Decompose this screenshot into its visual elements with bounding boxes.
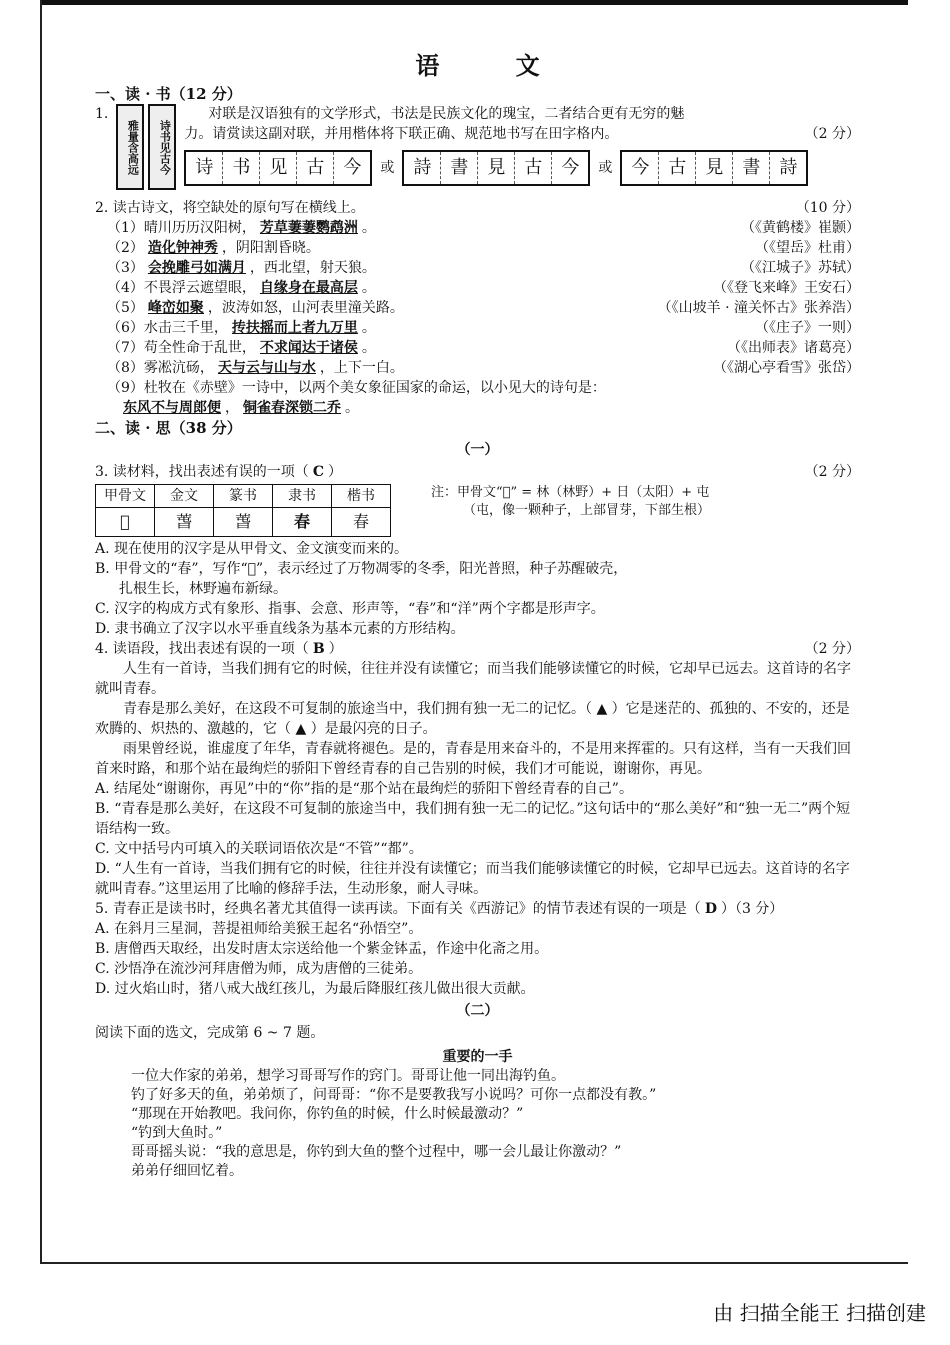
item-answer: 抟扶摇而上者九万里 xyxy=(231,320,358,336)
grid-cell: 書 xyxy=(733,152,770,184)
grid-cell: 今 xyxy=(343,157,362,178)
item-answer: 铜雀春深锁二乔 xyxy=(243,400,341,416)
item-text: ，波涛如怒，山河表里潼关路。 xyxy=(207,300,404,316)
paper-title: 语 文 xyxy=(415,51,574,80)
q2-item xyxy=(95,338,860,358)
table-header: 篆书 xyxy=(214,485,273,508)
item-text: 。 xyxy=(345,400,359,416)
item-source: （《黄鹤楼》崔颢） xyxy=(741,220,860,236)
item-answer: 天与云与山与水 xyxy=(217,360,316,376)
item-answer: 东风不与周郎便 xyxy=(123,400,221,416)
item-text: （1）晴川历历汉阳树， xyxy=(107,220,256,236)
item-source: （《望岳》杜甫） xyxy=(755,240,860,256)
exam-paper xyxy=(95,51,860,1181)
reading-instruction: 阅读下面的选文，完成第 6 ~ 7 题。 xyxy=(95,1025,325,1041)
grid-cell: 今 xyxy=(622,152,659,184)
or-label: 或 xyxy=(598,160,613,176)
q3-option-b-line2: 扎根生长，林野遍布新绿。 xyxy=(119,581,287,597)
grid-cell: 诗 xyxy=(186,152,223,184)
q2-item xyxy=(95,358,860,378)
table-header: 楷书 xyxy=(332,485,391,508)
story-title: 重要的一手 xyxy=(442,1049,513,1065)
table-header: 甲骨文 xyxy=(96,485,155,508)
grid-answer-3 xyxy=(620,150,808,186)
table-header: 隶书 xyxy=(273,485,332,508)
couplet-scroll-right: 雅量含高远 xyxy=(116,104,144,190)
q5-stem-close: ）（3 分） xyxy=(720,901,784,917)
grid-cell: 詩 xyxy=(404,152,441,184)
item-text: 。 xyxy=(361,280,376,296)
question-5 xyxy=(95,899,860,999)
section-1-heading: 一、读 · 书（12 分） xyxy=(95,85,242,103)
item-answer: 峰峦如聚 xyxy=(147,300,204,316)
q1-score: （2 分） xyxy=(804,126,860,142)
q4-option-d: D. “人生有一首诗，当我们拥有它的时候，往往并没有读懂它；而当我们能够读懂它的时候，它却早已远去。这首诗的名字就叫青春。”这里运用了比喻的修辞手法，生动形象，耐人寻味。 xyxy=(95,861,850,897)
item-text: ， xyxy=(225,400,239,416)
note-line: 注：甲骨文“𣌢” = 林（林野）+ 日（太阳）+ 屯 xyxy=(431,485,710,500)
q5-stem-text: 5. 青春正是读书时，经典名著尤其值得一读再读。下面有关《西游记》的情节表述有误的一项是（ xyxy=(95,901,701,917)
item-answer: 芳草萋萋鹦鹉洲 xyxy=(259,220,358,236)
grid-cell: 書 xyxy=(441,152,478,184)
q2-stem xyxy=(95,198,860,218)
q3-answer: C xyxy=(312,464,324,480)
grid-cell: 古 xyxy=(515,152,552,184)
question-2 xyxy=(95,198,860,418)
grid-cell: 見 xyxy=(478,152,515,184)
q2-item-9-answer xyxy=(95,398,860,418)
item-text: 。 xyxy=(361,220,376,236)
part-2-heading: （二） xyxy=(456,1003,499,1019)
table-cell: 春 xyxy=(332,508,391,537)
left-border xyxy=(40,0,42,1262)
q4-option-b: B. “青春是那么美好，在这段不可复制的旅途当中，我们拥有独一无二的记忆。”这句话中的“那么美好”和“独一无二”两个短语结构一致。 xyxy=(95,801,851,837)
q2-item xyxy=(95,278,860,298)
story-line: “钓到大鱼时。” xyxy=(131,1125,223,1141)
q3-stem-text: 3. 读材料，找出表述有误的一项（ xyxy=(95,464,309,480)
grid-cell: 书 xyxy=(223,152,260,184)
table-cell: 𣌢 xyxy=(96,508,155,537)
bottom-border xyxy=(40,1262,908,1264)
section-2-heading: 二、读 · 思（38 分） xyxy=(95,419,242,437)
story-line: 一位大作家的弟弟，想学习哥哥写作的窍门。哥哥让他一同出海钓鱼。 xyxy=(131,1068,565,1084)
item-text: ，上下一白。 xyxy=(319,360,404,376)
item-text: （7）苟全性命于乱世， xyxy=(107,340,256,356)
q5-option-d: D. 过火焰山时，猪八戒大战红孩儿，为最后降服红孩儿做出很大贡献。 xyxy=(95,981,535,997)
grid-cell: 見 xyxy=(696,152,733,184)
q3-option-a: A. 现在使用的汉字是从甲骨文、金文演变而来的。 xyxy=(95,541,409,557)
grid-answer-2 xyxy=(402,150,590,186)
script-evolution-table xyxy=(95,484,391,537)
q2-item xyxy=(95,318,860,338)
story-line: 钓了好多天的鱼，弟弟烦了，问哥哥：“你不是要教我写小说吗？可你一点都没有教。” xyxy=(131,1087,657,1103)
grid-cell: 古 xyxy=(659,152,696,184)
question-1 xyxy=(95,104,860,190)
item-answer: 不求闻达于诸侯 xyxy=(259,340,358,356)
q3-option-d: D. 隶书确立了汉字以水平垂直线条为基本元素的方形结构。 xyxy=(95,621,465,637)
item-answer: 会挽雕弓如满月 xyxy=(147,260,246,276)
item-text: （2） xyxy=(107,240,144,256)
item-answer: 造化钟神秀 xyxy=(147,240,218,256)
q4-option-c: C. 文中括号内可填入的关联词语依次是“不管”“都”。 xyxy=(95,841,423,857)
q2-item xyxy=(95,218,860,238)
grid-cell: 今 xyxy=(561,157,580,178)
q2-item-9: （9）杜牧在《赤壁》一诗中，以两个美女象征国家的命运，以小见大的诗句是： xyxy=(107,380,606,396)
q2-item xyxy=(95,298,860,318)
item-source: （《山坡羊 · 潼关怀古》张养浩） xyxy=(657,300,860,316)
item-source: （《江城子》苏轼） xyxy=(741,260,860,276)
story-line: 弟弟仔细回忆着。 xyxy=(131,1163,243,1179)
grid-cell: 见 xyxy=(260,152,297,184)
note-line: （屯，像一颗种子，上部冒芽，下部生根） xyxy=(463,503,711,518)
q4-passage-p2: 青春是那么美好，在这段不可复制的旅途当中，我们拥有独一无二的记忆。（ ▲ ）它是迷茫的、孤独的、不安的，还是欢腾的、炽热的、激越的，它（ ▲ ）是最闪亮的日子。 xyxy=(95,701,850,737)
scanner-watermark: 由 扫描全能王 扫描创建 xyxy=(713,1301,926,1325)
question-4 xyxy=(95,639,860,899)
q2-score: （10 分） xyxy=(795,200,860,216)
grid-cell: 古 xyxy=(297,152,334,184)
item-source: （《庄子》一则） xyxy=(755,320,860,336)
q4-passage-p3: 雨果曾经说，谁虚度了年华，青春就将褪色。是的，青春是用来奋斗的，不是用来挥霍的。只有这样，当有一天我们回首来时路，和那个站在最绚烂的骄阳下曾经青春的自己告别的时候，我们才可能说，谢谢你，再见。 xyxy=(95,741,851,777)
q3-note xyxy=(431,484,710,520)
couplet-scroll-left: 诗书见古今 xyxy=(148,104,176,190)
q4-score: （2 分） xyxy=(804,641,860,657)
item-answer: 自缘身在最高层 xyxy=(259,280,358,296)
q1-text-line2 xyxy=(184,124,860,144)
q5-stem xyxy=(95,899,860,919)
item-source: （《湖心亭看雪》张岱） xyxy=(713,360,860,376)
q4-stem-close: ） xyxy=(328,641,343,657)
q4-stem xyxy=(95,639,860,659)
item-text: 。 xyxy=(361,320,376,336)
q1-number: 1. xyxy=(95,106,109,122)
grid-answer-1 xyxy=(184,150,372,186)
q4-stem-text: 4. 读语段，找出表述有误的一项（ xyxy=(95,641,309,657)
q3-stem-close: ） xyxy=(327,464,342,480)
q3-score: （2 分） xyxy=(804,464,860,480)
q4-option-a: A. 结尾处“谢谢你，再见”中的“你”指的是“那个站在最绚烂的骄阳下曾经青春的自己”。 xyxy=(95,781,633,797)
grid-cell: 詩 xyxy=(779,157,798,178)
item-text: ，阴阳割昏晓。 xyxy=(221,240,320,256)
q3-stem xyxy=(95,462,860,482)
item-text: 。 xyxy=(361,340,376,356)
q2-stem-text: 2. 读古诗文，将空缺处的原句写在横线上。 xyxy=(95,200,365,216)
q3-option-c: C. 汉字的构成方式有象形、指事、会意、形声等，“春”和“洋”两个字都是形声字。 xyxy=(95,601,605,617)
q1-text-line2-content: 力。请赏读这副对联，并用楷体将下联正确、规范地书写在田字格内。 xyxy=(184,126,619,142)
item-text: （8）雾凇沆砀， xyxy=(107,360,214,376)
table-cell: 萅 xyxy=(214,508,273,537)
item-source: （《登飞来峰》王安石） xyxy=(713,280,860,296)
q5-option-b: B. 唐僧西天取经，出发时唐太宗送给他一个紫金钵盂，作途中化斋之用。 xyxy=(95,941,549,957)
or-label: 或 xyxy=(380,160,395,176)
story-line: 哥哥摇头说：“我的意思是，你钓到大鱼的整个过程中，哪一会儿最让你激动？” xyxy=(131,1144,622,1160)
part-1-heading: （一） xyxy=(456,442,499,458)
writing-grids xyxy=(184,150,860,186)
table-header: 金文 xyxy=(155,485,214,508)
q2-item xyxy=(95,258,860,278)
q4-passage-p1: 人生有一首诗，当我们拥有它的时候，往往并没有读懂它；而当我们能够读懂它的时候，它却早已远去。这首诗的名字就叫青春。 xyxy=(95,661,851,697)
item-text: （4）不畏浮云遮望眼， xyxy=(107,280,256,296)
story-line: “那现在开始教吧。我问你，你钓鱼的时候，什么时候最激动？” xyxy=(131,1106,524,1122)
q5-option-c: C. 沙悟净在流沙河拜唐僧为师，成为唐僧的三徒弟。 xyxy=(95,961,423,977)
q5-answer: D xyxy=(704,901,717,917)
question-3 xyxy=(95,462,860,639)
item-text: （3） xyxy=(107,260,144,276)
story-body xyxy=(95,1067,860,1181)
couplet-image xyxy=(116,104,176,190)
item-source: （《出师表》诸葛亮） xyxy=(727,340,860,356)
top-border xyxy=(40,0,908,5)
q3-option-b-line1: B. 甲骨文的“春”，写作“𣌢”，表示经过了万物凋零的冬季，阳光普照，种子苏醒破壳， xyxy=(95,561,628,577)
item-text: ，西北望，射天狼。 xyxy=(249,260,376,276)
table-cell: 春 xyxy=(273,508,332,537)
q5-option-a: A. 在斜月三星洞，菩提祖师给美猴王起名“孙悟空”。 xyxy=(95,921,423,937)
q3-material xyxy=(95,484,860,537)
table-cell: 萅 xyxy=(155,508,214,537)
item-text: （6）水击三千里， xyxy=(107,320,228,336)
q2-item xyxy=(95,238,860,258)
item-text: （5） xyxy=(107,300,144,316)
q4-answer: B xyxy=(312,641,325,657)
q1-text-line1: 对联是汉语独有的文学形式，书法是民族文化的瑰宝，二者结合更有无穷的魅 xyxy=(208,106,685,122)
